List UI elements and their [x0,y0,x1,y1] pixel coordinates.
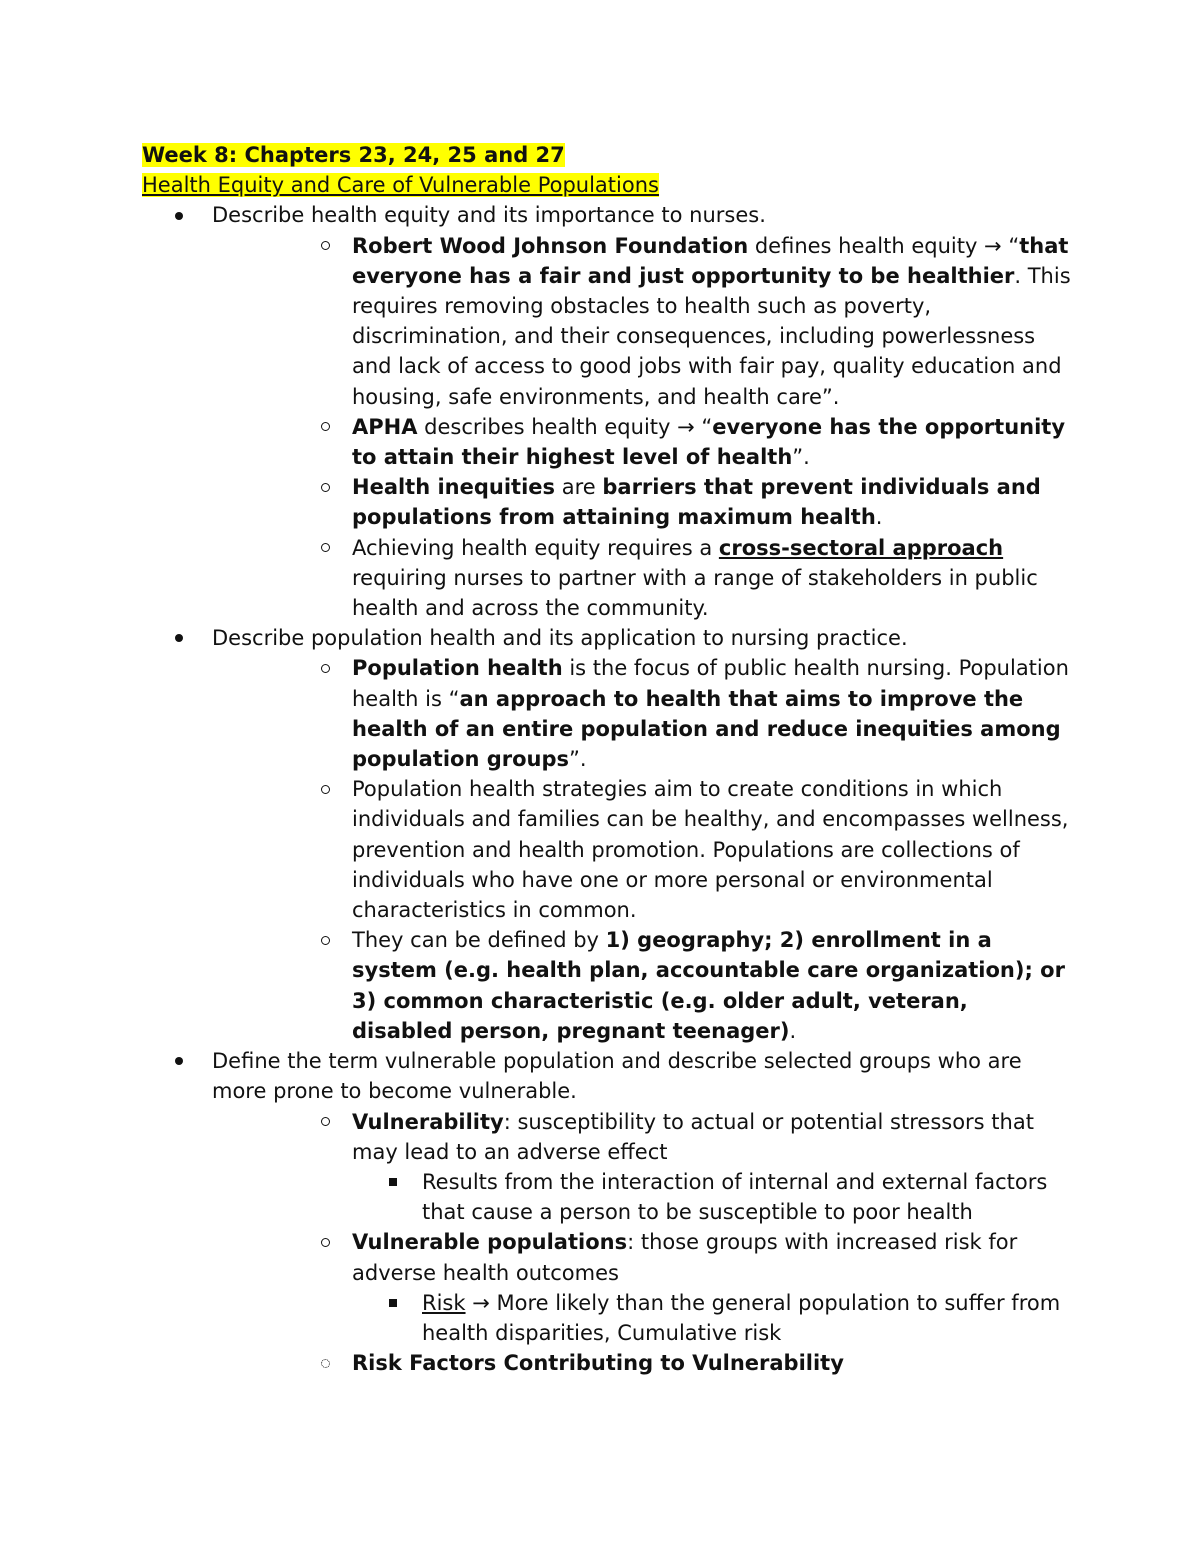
bold-phrase: 1) geography; 2) enrollment in a system (e.g. health plan, accountable care organization); or 3) common characteristic (e.g. older adult, veteran, disabled person, pregnant teenager) [352,928,1065,1043]
underlined-term: cross-sectoral approach [718,535,1004,560]
bullet-circle-icon [318,1227,332,1257]
text-run: defines health equity → “ [748,233,1020,258]
text-run: Achieving health equity requires a [352,535,719,560]
list-item [142,200,1072,623]
bullet-disc-icon [172,1046,186,1076]
bold-term: Vulnerability [352,1109,504,1134]
list-item [212,472,1072,532]
text-run: : susceptibility to actual or potential stressors that may lead to an adverse effect [352,1109,1034,1164]
outline-list [142,200,1072,1378]
bullet-circle-icon [318,1107,332,1137]
sub-sub-list [212,1167,1072,1227]
bullet-circle-icon [318,231,332,261]
bullet-disc-icon [172,200,186,230]
bold-term: Robert Wood Johnson Foundation [352,233,749,258]
text-run: : those groups with increased risk for adverse health outcomes [352,1230,1018,1285]
bold-quote: an approach to health that aims to improve the health of an entire population and reduce inequities among population groups [352,686,1061,772]
sub-sub-list [212,1288,1072,1348]
bullet-circle-icon [318,925,332,955]
list-item [212,653,1072,774]
list-item [212,533,1072,624]
bold-term: Population health [352,656,563,681]
section-subtitle: Health Equity and Care of Vulnerable Populations [142,173,659,198]
subheading-line [142,170,1072,200]
bold-quote: everyone has the opportunity to attain their highest level of health [352,414,1066,470]
page-title: Week 8: Chapters 23, 24, 25 and 27 [142,143,565,167]
bullet-square-icon [386,1288,400,1318]
text-run: . [789,1018,797,1043]
bold-term: APHA [352,414,418,439]
bullet-circle-icon [318,774,332,804]
text-run: . This requires removing obstacles to health such as poverty, discrimination, and their consequences, including powerlessness and lack of access to good jobs with fair pay, quality education and housing, safe environments, and health care”. [352,263,1071,409]
bullet-disc-icon [172,623,186,653]
bullet-text: Describe health equity and its importance to nurses. [212,203,766,228]
bold-term: Health inequities [352,475,556,500]
bold-heading: Risk Factors Contributing to Vulnerability [352,1351,844,1376]
bullet-text: Define the term vulnerable population and describe selected groups who are more prone to become vulnerable. [212,1049,1022,1104]
text-run: They can be defined by [352,928,606,953]
document-page [142,140,1072,1378]
text-run: → More likely than the general population to suffer from health disparities, Cumulative risk [422,1290,1061,1345]
list-item [212,412,1072,472]
bold-quote: that everyone has a fair and just opportunity to be healthier [352,233,1069,288]
sub-list [212,1107,1072,1379]
sub-list [212,653,1072,1046]
list-item [142,623,1072,1046]
bullet-circle-icon [318,1348,332,1378]
bullet-circle-icon [318,472,332,502]
list-item [212,1288,1072,1348]
sub-list [212,231,1072,624]
text-run: ”. [569,747,587,772]
list-item [212,1227,1072,1348]
bullet-text: Describe population health and its application to nursing practice. [212,626,908,651]
list-item [142,1046,1072,1378]
bullet-circle-icon [318,533,332,563]
list-item [212,1167,1072,1227]
bullet-square-icon [386,1167,400,1197]
text-run: . [875,505,883,530]
text-run: Population health strategies aim to create conditions in which individuals and families can be healthy, and encompasses wellness, prevention and health promotion. Populations are collections of individuals who have one or more personal or environmental characteristics in common. [352,777,1069,923]
bold-term: Vulnerable populations [352,1230,628,1255]
underlined-term: Risk [422,1290,466,1315]
bullet-circle-icon [318,412,332,442]
text-run: requiring nurses to partner with a range of stakeholders in public health and across the community. [352,565,1038,621]
text-run: are [555,475,603,500]
text-run: Results from the interaction of internal and external factors that cause a person to be susceptible to poor health [422,1169,1048,1225]
text-run: describes health equity → “ [417,414,713,439]
heading-line [142,140,1072,170]
list-item [212,1348,1072,1378]
list-item [212,1107,1072,1228]
bold-phrase: barriers that prevent individuals and populations from attaining maximum health [352,475,1041,530]
list-item [212,925,1072,1046]
list-item [212,231,1072,412]
bullet-circle-icon [318,653,332,683]
list-item [212,774,1072,925]
text-run: ”. [792,445,810,470]
text-run: is the focus of public health nursing. Population health is “ [352,656,1069,711]
